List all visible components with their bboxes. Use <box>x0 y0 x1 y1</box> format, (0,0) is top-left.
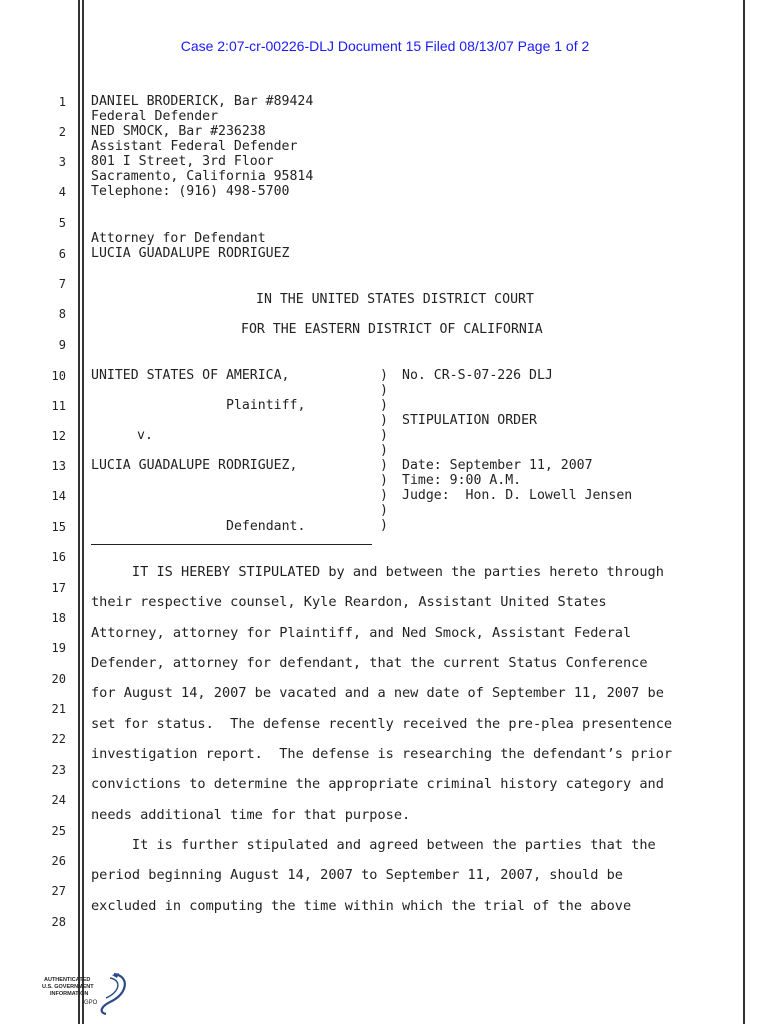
document-title: STIPULATION ORDER <box>402 413 537 428</box>
line-number: 28 <box>51 915 66 929</box>
counsel-line: Sacramento, California 95814 <box>91 169 314 184</box>
left-margin-line-2 <box>82 0 84 1024</box>
line-number: 25 <box>51 824 66 838</box>
line-number: 15 <box>51 520 66 534</box>
body-line: Defender, attorney for defendant, that the current Status Conference <box>91 655 648 671</box>
caption-paren: ) <box>380 383 388 398</box>
line-number: 23 <box>51 763 66 777</box>
attorney-for-line: LUCIA GUADALUPE RODRIGUEZ <box>91 246 290 261</box>
body-line: needs additional time for that purpose. <box>91 807 411 823</box>
caption-paren: ) <box>380 458 388 473</box>
counsel-line: DANIEL BRODERICK, Bar #89424 <box>91 94 314 109</box>
line-number: 13 <box>51 459 66 473</box>
body-line: excluded in computing the time within which the trial of the above <box>91 898 632 914</box>
counsel-line: Assistant Federal Defender <box>91 139 298 154</box>
line-number: 6 <box>58 247 66 261</box>
hearing-date: Date: September 11, 2007 <box>402 458 593 473</box>
caption-paren: ) <box>380 503 388 518</box>
line-number: 16 <box>51 550 66 564</box>
caption-paren: ) <box>380 398 388 413</box>
line-number: 8 <box>58 307 66 321</box>
seal-text: U.S. GOVERNMENT <box>42 984 94 990</box>
line-number: 26 <box>51 854 66 868</box>
line-number: 7 <box>58 277 66 291</box>
caption-paren: ) <box>380 368 388 383</box>
caption-paren: ) <box>380 443 388 458</box>
line-number: 14 <box>51 489 66 503</box>
caption-defendant: LUCIA GUADALUPE RODRIGUEZ, <box>91 458 298 473</box>
seal-text: INFORMATION <box>50 991 89 997</box>
right-margin-line <box>743 0 745 1024</box>
body-line: It is further stipulated and agreed between the parties that the <box>91 837 656 853</box>
line-number: 11 <box>51 399 66 413</box>
line-number: 18 <box>51 611 66 625</box>
gpo-authentication-seal <box>40 972 136 1016</box>
seal-text: AUTHENTICATED <box>44 977 91 983</box>
line-number: 4 <box>58 185 66 199</box>
body-line: their respective counsel, Kyle Reardon, Assistant United States <box>91 594 607 610</box>
body-line: Attorney, attorney for Plaintiff, and Ned Smock, Assistant Federal <box>91 625 632 641</box>
line-number: 3 <box>58 155 66 169</box>
line-number: 20 <box>51 672 66 686</box>
line-number: 2 <box>58 125 66 139</box>
line-number: 21 <box>51 702 66 716</box>
counsel-line: Telephone: (916) 498-5700 <box>91 184 290 199</box>
line-number: 22 <box>51 732 66 746</box>
left-margin-line-1 <box>78 0 80 1024</box>
caption-paren: ) <box>380 428 388 443</box>
caption-defendant-role: Defendant. <box>226 519 306 534</box>
line-number: 24 <box>51 793 66 807</box>
line-number: 19 <box>51 641 66 655</box>
counsel-line: NED SMOCK, Bar #236238 <box>91 124 266 139</box>
line-number: 1 <box>58 95 66 109</box>
caption-paren: ) <box>380 473 388 488</box>
case-number: No. CR-S-07-226 DLJ <box>402 368 553 383</box>
line-number: 10 <box>51 369 66 383</box>
caption-plaintiff-role: Plaintiff, <box>226 398 306 413</box>
body-line: for August 14, 2007 be vacated and a new date of September 11, 2007 be <box>91 685 664 701</box>
body-line: convictions to determine the appropriate criminal history category and <box>91 776 664 792</box>
line-number: 27 <box>51 884 66 898</box>
caption-paren: ) <box>380 413 388 428</box>
seal-text: GPO <box>84 1000 98 1006</box>
caption-paren: ) <box>380 488 388 503</box>
hearing-time: Time: 9:00 A.M. <box>402 473 522 488</box>
caption-plaintiff: UNITED STATES OF AMERICA, <box>91 368 290 383</box>
court-name: IN THE UNITED STATES DISTRICT COURT <box>256 292 534 307</box>
caption-versus: v. <box>137 428 153 443</box>
caption-rule <box>91 544 372 545</box>
counsel-line: Federal Defender <box>91 109 219 124</box>
body-line: investigation report. The defense is researching the defendant’s prior <box>91 746 673 762</box>
line-number: 17 <box>51 581 66 595</box>
body-line: set for status. The defense recently received the pre-plea presentence <box>91 716 673 732</box>
caption-paren: ) <box>380 518 388 533</box>
line-number: 12 <box>51 429 66 443</box>
body-line: period beginning August 14, 2007 to September 11, 2007, should be <box>91 867 623 883</box>
counsel-line: 801 I Street, 3rd Floor <box>91 154 274 169</box>
line-number: 9 <box>58 338 66 352</box>
attorney-for-line: Attorney for Defendant <box>91 231 266 246</box>
case-header: Case 2:07-cr-00226-DLJ Document 15 Filed 08/13/07 Page 1 of 2 <box>180 38 590 54</box>
body-line: IT IS HEREBY STIPULATED by and between the parties hereto through <box>91 564 664 580</box>
hearing-judge: Judge: Hon. D. Lowell Jensen <box>402 488 633 503</box>
line-number: 5 <box>58 216 66 230</box>
court-district: FOR THE EASTERN DISTRICT OF CALIFORNIA <box>241 322 543 337</box>
